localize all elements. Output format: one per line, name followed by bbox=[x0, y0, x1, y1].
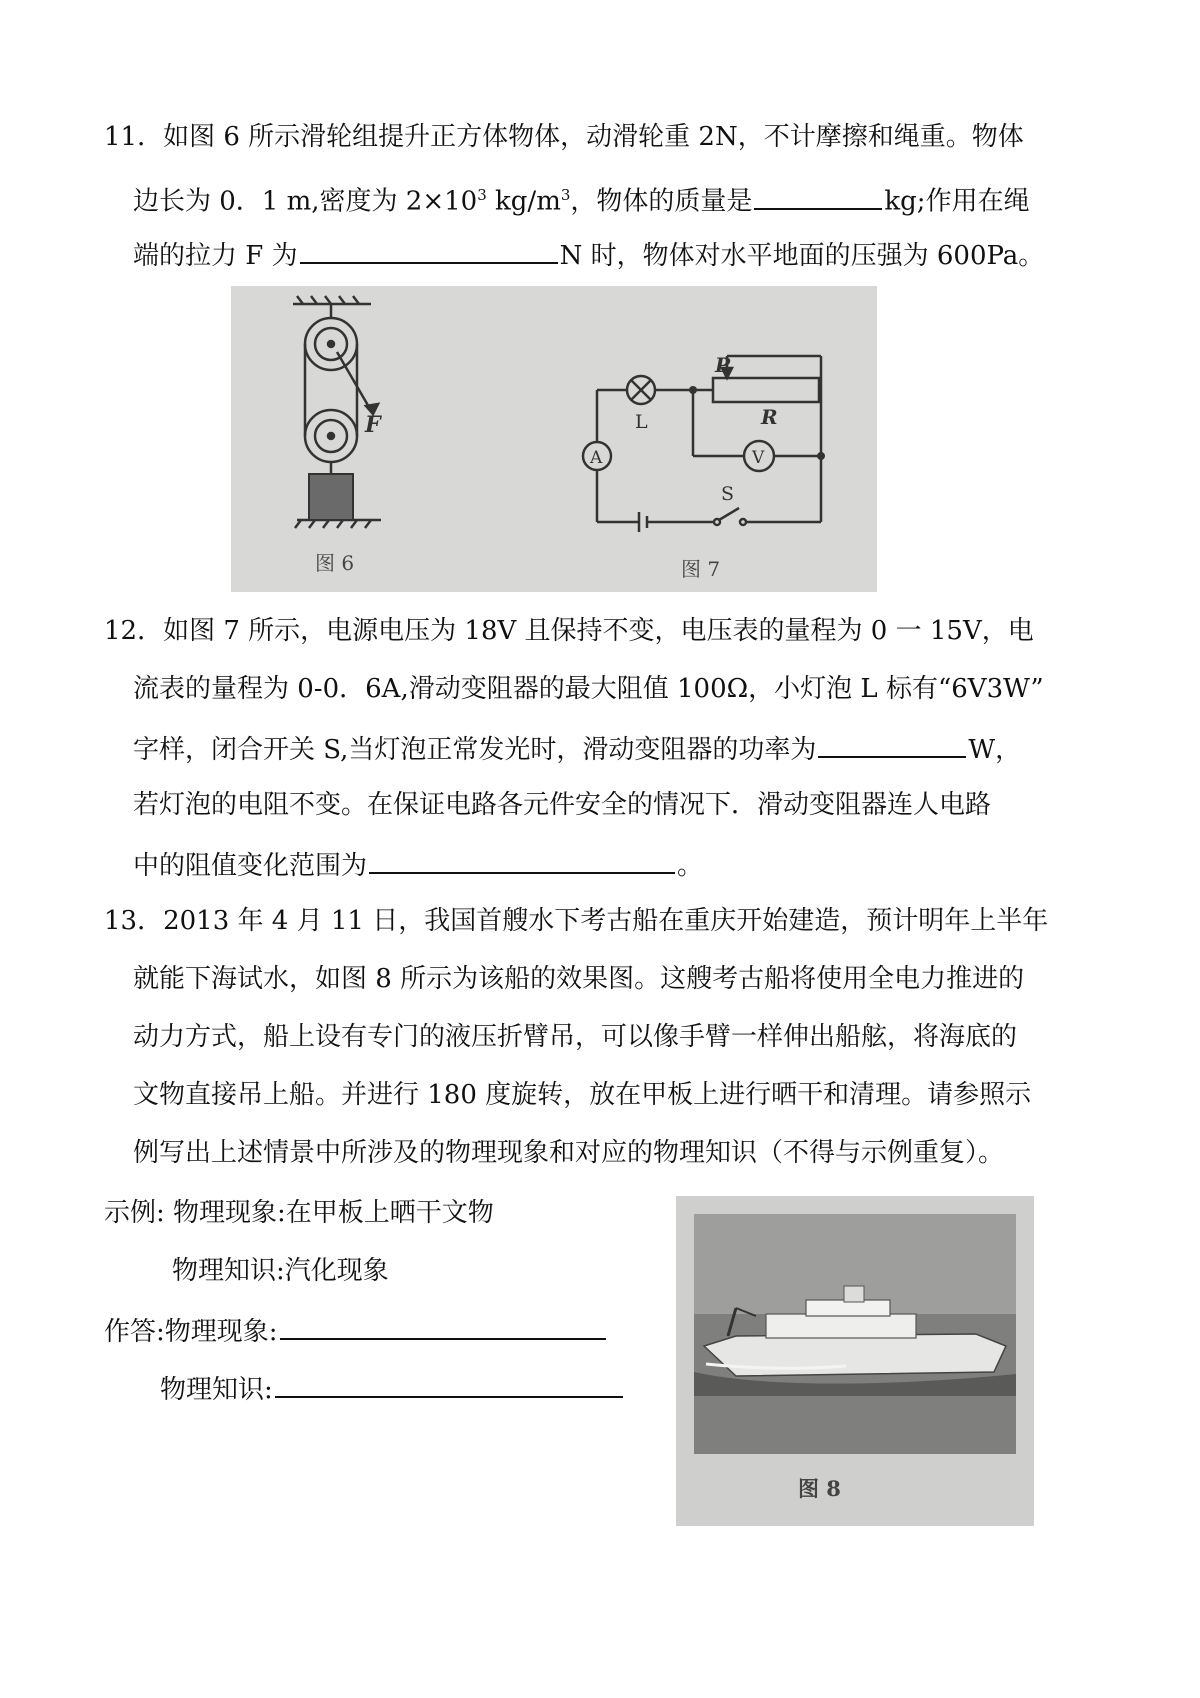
q11-line1: 11．如图 6 所示滑轮组提升正方体物体，动滑轮重 2N，不计摩擦和绳重。物体 bbox=[104, 122, 1024, 152]
q12-line3: 字样，闭合开关 S,当灯泡正常发光时，滑动变阻器的功率为 W， bbox=[133, 730, 1021, 767]
slider-label: P bbox=[715, 353, 731, 377]
figure-6-7-photo bbox=[231, 286, 877, 592]
q11-line2: 边长为 0．1 m,密度为 $2\times 10^3$ $kg/m^3$，物体的质量是 kg;作用在绳 bbox=[133, 178, 1030, 219]
fig8-caption: 图 8 bbox=[798, 1476, 841, 1501]
q13-line4: 文物直接吊上船。并进行 180 度旋转，放在甲板上进行晒干和清理。请参照示 bbox=[133, 1080, 1032, 1110]
q11-mass-blank[interactable] bbox=[754, 182, 882, 210]
q13-line2: 就能下海试水，如图 8 所示为该船的效果图。这艘考古船将使用全电力推进的 bbox=[133, 964, 1025, 994]
example-phenomenon: 示例: 物理现象:在甲板上晒干文物 bbox=[104, 1198, 494, 1228]
force-label: F bbox=[365, 412, 381, 438]
q12-line4: 若灯泡的电阻不变。在保证电路各元件安全的情况下．滑动变阻器连人电路 bbox=[133, 790, 992, 820]
resistor-label: R bbox=[761, 405, 778, 429]
answer-phenomenon-blank[interactable] bbox=[280, 1312, 606, 1340]
q13-line1: 13．2013 年 4 月 11 日，我国首艘水下考古船在重庆开始建造，预计明年上半年 bbox=[104, 906, 1049, 936]
example-knowledge: 物理知识:汽化现象 bbox=[172, 1256, 389, 1286]
q13-line5: 例写出上述情景中所涉及的物理现象和对应的物理知识（不得与示例重复）。 bbox=[133, 1138, 1005, 1168]
ammeter-label: A bbox=[590, 448, 603, 468]
circuit-drawing bbox=[583, 356, 821, 532]
pulley-and-circuit-diagram bbox=[231, 286, 877, 592]
q13-line3: 动力方式，船上设有专门的液压折臂吊，可以像手臂一样伸出船舷，将海底的 bbox=[133, 1022, 1018, 1052]
q12-range-blank[interactable] bbox=[369, 846, 675, 874]
q11-line3: 端的拉力 F 为 N 时，物体对水平地面的压强为 600Pa。 bbox=[133, 236, 1044, 273]
cube-object bbox=[309, 474, 353, 520]
answer-phenomenon: 作答:物理现象: bbox=[104, 1312, 608, 1349]
figure-8-photo bbox=[676, 1196, 1034, 1526]
q12-line1: 12．如图 7 所示，电源电压为 18V 且保持不变，电压表的量程为 0 一 15V，电 bbox=[104, 616, 1034, 646]
ship-photo bbox=[676, 1196, 1034, 1526]
q12-line2: 流表的量程为 0-0．6A,滑动变阻器的最大阻值 100Ω，小灯泡 L 标有“6V3W” bbox=[133, 674, 1044, 704]
answer-knowledge: 物理知识: bbox=[160, 1370, 625, 1407]
fig7-caption: 图 7 bbox=[681, 557, 721, 581]
voltmeter-label: V bbox=[752, 448, 765, 468]
answer-knowledge-blank[interactable] bbox=[275, 1370, 623, 1398]
q12-line5: 中的阻值变化范围为 。 bbox=[133, 846, 703, 883]
q11-force-blank[interactable] bbox=[300, 236, 558, 264]
lamp-label: L bbox=[635, 411, 648, 433]
fig6-caption: 图 6 bbox=[315, 551, 355, 575]
q12-power-blank[interactable] bbox=[818, 730, 966, 758]
switch-label: S bbox=[721, 483, 735, 505]
